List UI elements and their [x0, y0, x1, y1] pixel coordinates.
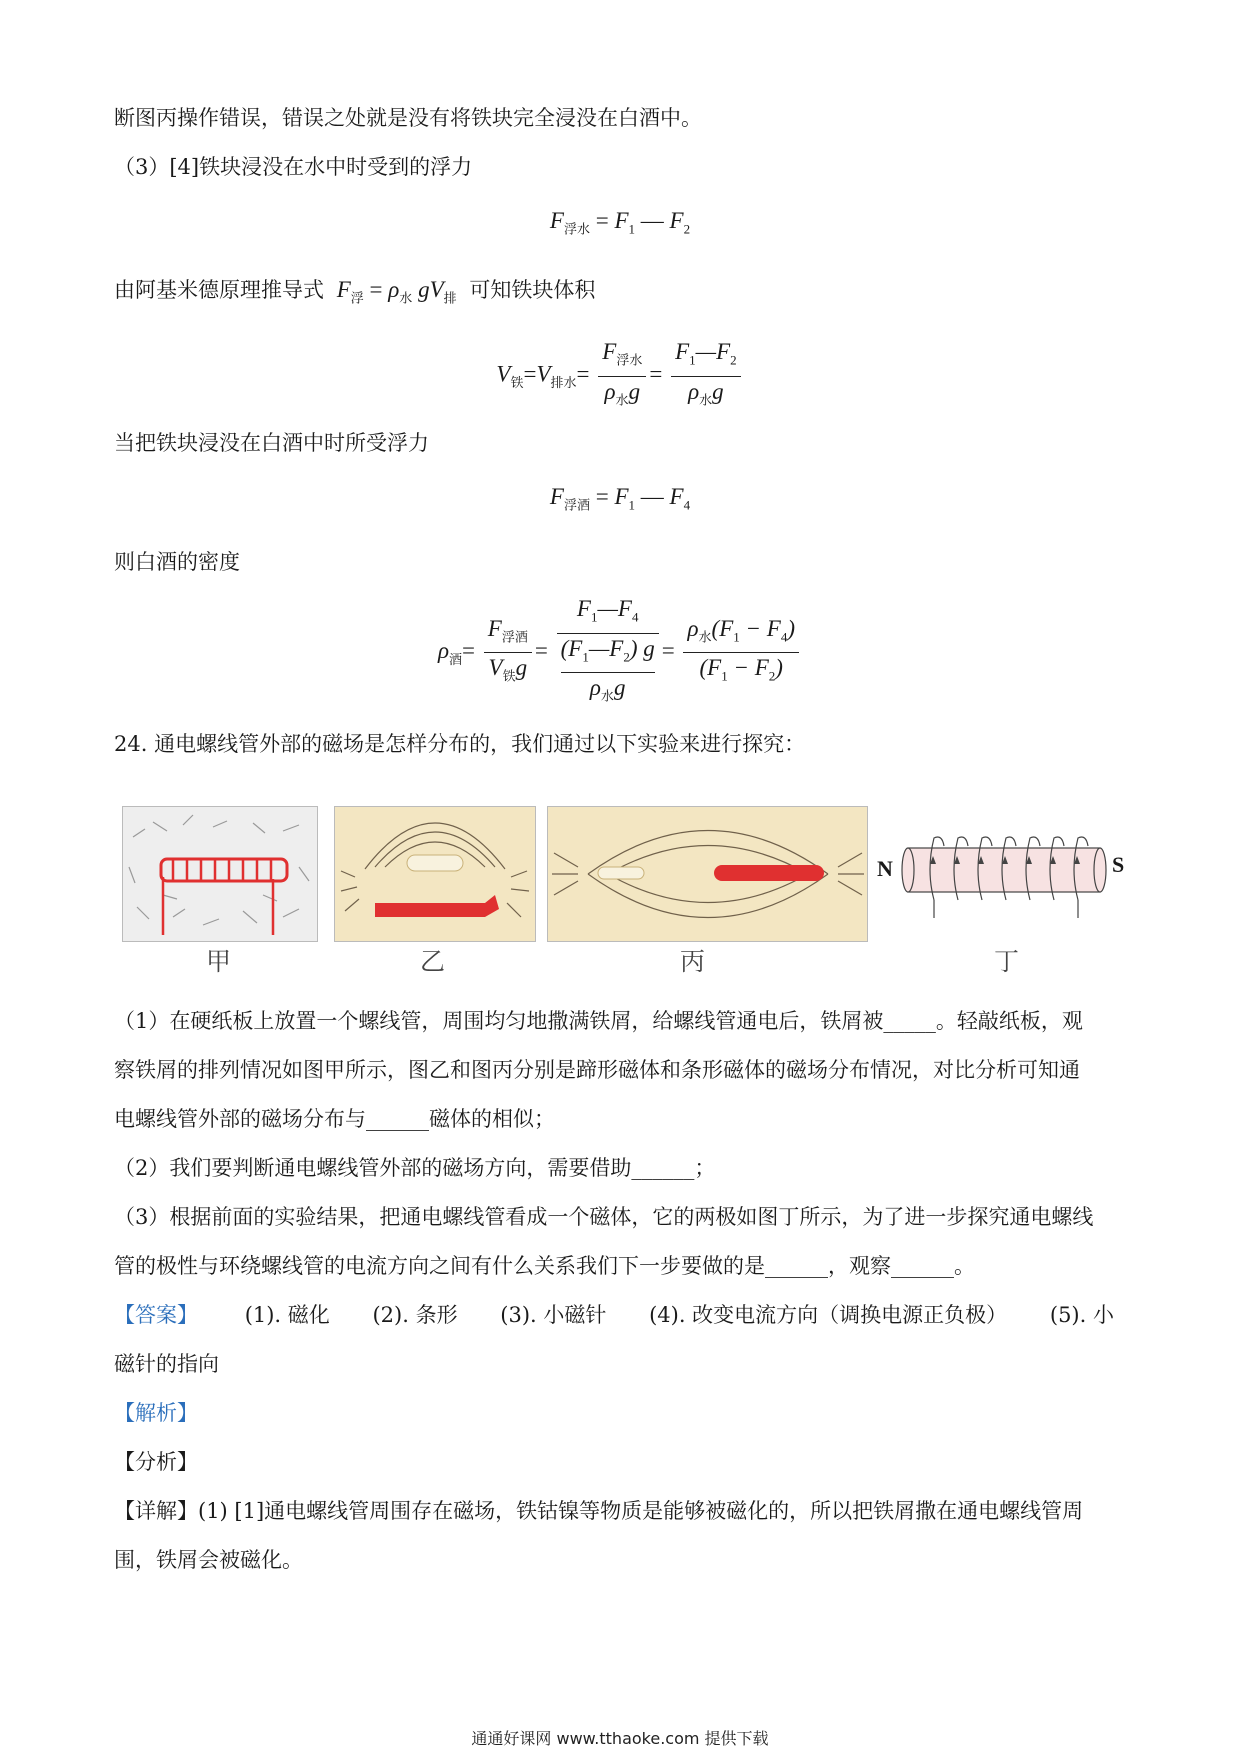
- figure-label-ding: 丁: [994, 947, 1020, 976]
- formula-density: $\rho_酒=$ $\frac{F_{浮酒}}{V_铁g}$ = $F_1—F_4$ $(F_1—F_2)$ g $\rho_水g$ = $\frac{\rho_水(F_1 - F_4)}{(F_1 - F_2)}$: [0, 594, 1240, 712]
- answer-continuation: 磁针的指向: [114, 1352, 219, 1376]
- question-part-3b: 管的极性与环绕螺线管的电流方向之间有什么关系我们下一步要做的是______，观察______。: [114, 1254, 975, 1278]
- figure-label-bing: 丙: [680, 947, 706, 976]
- figure-ding-diagram: [874, 820, 1134, 930]
- jiexi-label: 【解析】: [114, 1401, 198, 1425]
- answer-item-4: (4). 改变电流方向（调换电源正负极）: [649, 1303, 1008, 1327]
- figure-yi-photo: [334, 806, 536, 942]
- question-part-3a: （3）根据前面的实验结果，把通电螺线管看成一个磁体，它的两极如图丁所示，为了进一步探究通电螺线: [114, 1205, 1094, 1229]
- formula-buoyancy-water: $F_{浮水} = F_1$ — $F_2$: [549, 208, 691, 237]
- horseshoe-field-illustration: [335, 807, 535, 941]
- figure-bing-photo: [547, 806, 868, 942]
- answer-item-2: (2). 条形: [372, 1303, 458, 1327]
- bar-field-illustration: [548, 807, 867, 941]
- page-footer: 通通好课网 www.tthaoke.com 提供下载: [471, 1729, 769, 1748]
- figure-label-yi: 乙: [420, 947, 446, 976]
- pole-n-label: N: [877, 856, 893, 881]
- text-line-4: 当把铁块浸没在白酒中时所受浮力: [114, 431, 429, 455]
- question-part-1a: （1）在硬纸板上放置一个螺线管，周围均匀地撒满铁屑，给螺线管通电后，铁屑被_____。轻敲纸板，观: [114, 1009, 1083, 1033]
- answer-item-5: (5). 小: [1049, 1303, 1114, 1327]
- text-line-5: 则白酒的密度: [114, 550, 240, 574]
- text-line-3: [114, 275, 595, 314]
- formula-buoyancy-liquor: $F_{浮酒} = F_1$ — $F_4$: [549, 484, 691, 513]
- solenoid-illustration: [874, 820, 1134, 930]
- question-part-1b: 察铁屑的排列情况如图甲所示，图乙和图丙分别是蹄形磁体和条形磁体的磁场分布情况，对比分析可知通: [114, 1058, 1080, 1082]
- figure-jia-photo: [122, 806, 318, 942]
- fenxi-label: 【分析】: [114, 1450, 198, 1474]
- text-line-1: 断图丙操作错误，错误之处就是没有将铁块完全浸没在白酒中。: [114, 106, 702, 130]
- text-archimedes-suffix: 可知铁块体积: [469, 278, 596, 302]
- question-24-title: 24. 通电螺线管外部的磁场是怎样分布的，我们通过以下实验来进行探究：: [114, 732, 806, 756]
- formula-volume: $V_铁=V_{排水}=$ $\frac{F_{浮水}}{\rho_水g}$ = $\frac{F_1—F_2}{\rho_水g}$: [0, 337, 1240, 415]
- coil-filings-illustration: [123, 807, 317, 941]
- answer-item-3: (3). 小磁针: [500, 1303, 607, 1327]
- detail-line-a: 【详解】(1) [1]通电螺线管周围存在磁场，铁钴镍等物质是能够被磁化的，所以把铁屑撒在通电螺线管周: [114, 1499, 1084, 1523]
- answer-item-1: (1). 磁化: [244, 1303, 330, 1327]
- detail-line-b: 围，铁屑会被磁化。: [114, 1548, 303, 1572]
- answer-label: 【答案】: [114, 1303, 198, 1327]
- pole-s-label: S: [1112, 852, 1125, 877]
- question-part-2: （2）我们要判断通电螺线管外部的磁场方向，需要借助______；: [114, 1156, 716, 1180]
- figure-label-jia: 甲: [206, 947, 232, 976]
- answer-line: [114, 1300, 1114, 1330]
- text-archimedes-prefix: 由阿基米德原理推导式: [114, 278, 324, 302]
- text-line-2: （3）[4]铁块浸没在水中时受到的浮力: [114, 155, 473, 179]
- formula-archimedes: $F_浮 = \rho_水$ $gV_排$: [336, 277, 457, 306]
- question-part-1c: 电螺线管外部的磁场分布与______磁体的相似；: [114, 1107, 555, 1131]
